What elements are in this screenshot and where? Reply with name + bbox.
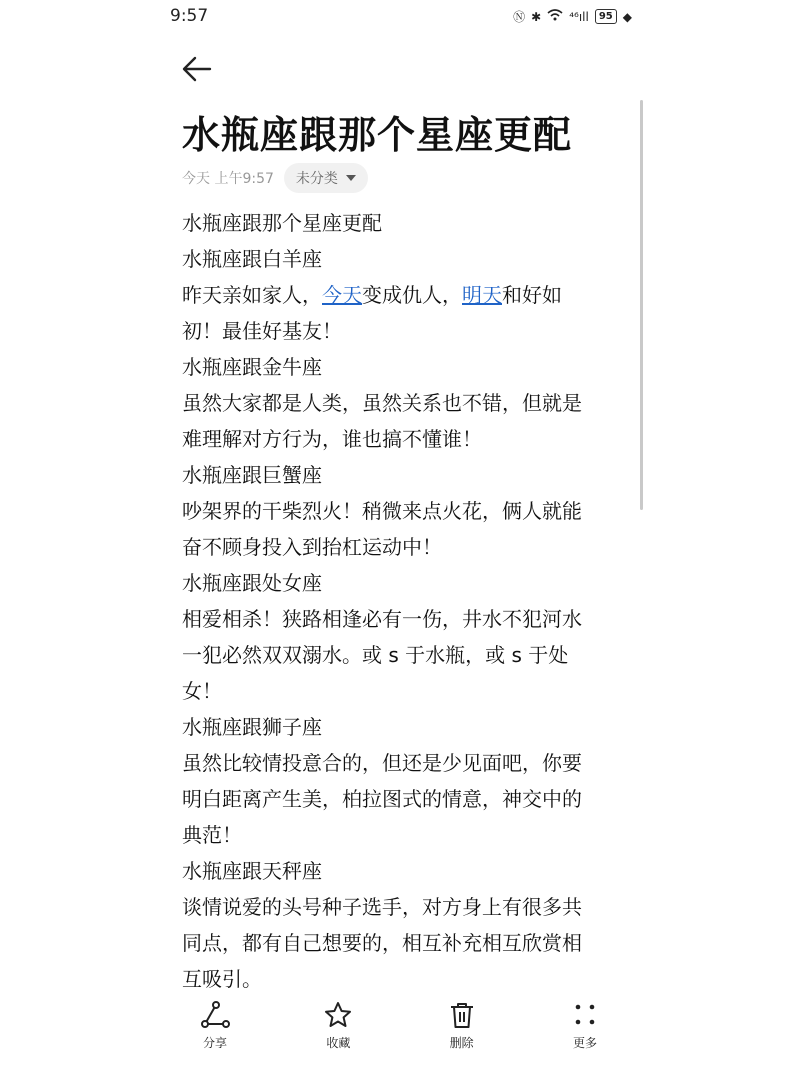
content-line: 女！	[182, 679, 222, 703]
content-line: 典范！	[182, 823, 242, 847]
content-line: 水瓶座跟那个星座更配	[182, 211, 382, 235]
status-icons	[513, 8, 632, 25]
date-link-tomorrow[interactable]: 明天	[462, 283, 502, 307]
dropdown-arrow-icon	[346, 175, 356, 181]
content-line: 一犯必然双双溺水。或 s 于水瓶，或 s 于处	[182, 643, 569, 667]
status-time: 9:57	[170, 6, 209, 26]
more-dots-icon	[570, 1000, 600, 1030]
content-line: 难理解对方行为，谁也搞不懂谁！	[182, 427, 482, 451]
share-label: 分享	[202, 1036, 227, 1050]
leaf-icon: ◆	[622, 9, 632, 24]
signal-icon: ⁴⁶ıll	[569, 9, 589, 24]
favorite-button[interactable]	[293, 1000, 383, 1060]
share-button[interactable]	[170, 1000, 260, 1060]
category-label: 未分类	[295, 171, 338, 187]
content-line: 水瓶座跟巨蟹座	[182, 463, 322, 487]
bottom-toolbar	[170, 1000, 630, 1060]
content-text: 和好如	[502, 283, 562, 307]
content-line: 吵架界的干柴烈火！稍微来点火花，俩人就能	[182, 499, 582, 523]
delete-button[interactable]	[417, 1000, 507, 1060]
content-line	[182, 277, 622, 313]
content-line: 水瓶座跟天秤座	[182, 859, 322, 883]
content-line: 虽然比较情投意合的，但还是少见面吧，你要	[182, 751, 582, 775]
content-line: 同点，都有自己想要的，相互补充相互欣赏相	[182, 931, 582, 955]
date-link-today[interactable]: 今天	[322, 283, 362, 307]
content-line: 谈情说爱的头号种子选手，对方身上有很多共	[182, 895, 582, 919]
scrollbar[interactable]	[640, 100, 643, 510]
star-icon	[323, 1000, 353, 1030]
content-line: 奋不顾身投入到抬杠运动中！	[182, 535, 442, 559]
content-line: 水瓶座跟金牛座	[182, 355, 322, 379]
note-meta	[182, 163, 368, 193]
wifi-icon	[547, 9, 563, 24]
content-line: 互吸引。	[182, 967, 262, 991]
more-label: 更多	[572, 1036, 597, 1050]
content-line: 水瓶座跟狮子座	[182, 715, 322, 739]
battery-icon: 95	[595, 9, 617, 24]
content-text: 昨天亲如家人，	[182, 283, 322, 307]
note-content[interactable]	[182, 205, 622, 997]
status-bar	[0, 0, 800, 34]
bluetooth-icon: ✱	[531, 9, 542, 24]
content-line: 水瓶座跟白羊座	[182, 247, 322, 271]
category-dropdown[interactable]	[284, 163, 368, 193]
content-line: 明白距离产生美，柏拉图式的情意，神交中的	[182, 787, 582, 811]
note-date: 今天 上午9:57	[182, 171, 274, 187]
back-button[interactable]	[180, 52, 214, 86]
trash-icon	[447, 1000, 477, 1030]
delete-label: 删除	[449, 1036, 474, 1050]
more-button[interactable]	[540, 1000, 630, 1060]
content-text: 变成仇人，	[362, 283, 462, 307]
nfc-icon: Ⓝ	[513, 10, 526, 24]
note-title: 水瓶座跟那个星座更配	[182, 113, 573, 157]
content-line: 初！最佳好基友！	[182, 319, 342, 343]
share-icon	[200, 1000, 230, 1030]
back-arrow-icon	[180, 52, 214, 86]
content-line: 水瓶座跟处女座	[182, 571, 322, 595]
content-line: 虽然大家都是人类，虽然关系也不错，但就是	[182, 391, 582, 415]
content-line: 相爱相杀！狭路相逢必有一伤，井水不犯河水	[182, 607, 582, 631]
favorite-label: 收藏	[326, 1036, 351, 1050]
